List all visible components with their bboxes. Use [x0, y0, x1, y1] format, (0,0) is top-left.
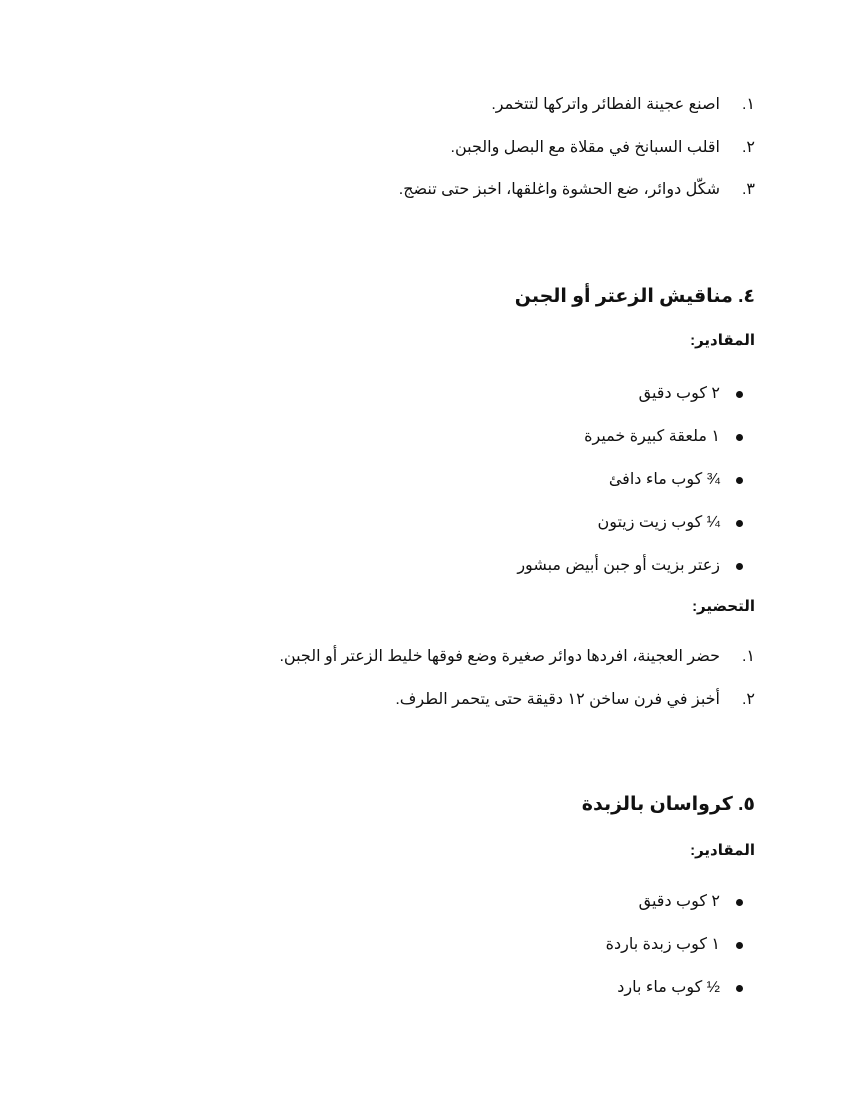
bullet-icon	[736, 434, 743, 441]
step-number: ٢.	[741, 139, 755, 156]
section3-step-3	[0, 176, 850, 204]
step-number: ١.	[741, 96, 755, 113]
step-text: حضر العجينة، افردها دوائر صغيرة وضع فوقها خليط الزعتر أو الجبن.	[279, 648, 720, 665]
section5-ingredient	[0, 974, 850, 1002]
section4-ingredients-label: المقادير:	[690, 332, 755, 349]
step-text: شكّل دوائر، ضع الحشوة واغلقها، اخبز حتى تنضج.	[398, 181, 720, 198]
section4-ingredient	[0, 509, 850, 537]
ingredient-text: زعتر بزيت أو جبن أبيض مبشور	[517, 557, 720, 574]
step-text: أخبز في فرن ساخن ١٢ دقيقة حتى يتحمر الطرف.	[395, 691, 720, 708]
section4-ingredient	[0, 466, 850, 494]
ingredient-text: ½ كوب ماء بارد	[617, 979, 720, 996]
bullet-icon	[736, 477, 743, 484]
section4-ingredient	[0, 552, 850, 580]
bullet-icon	[736, 899, 743, 906]
section5-ingredients-label: المقادير:	[690, 842, 755, 859]
bullet-icon	[736, 563, 743, 570]
step-number: ٢.	[741, 691, 755, 708]
ingredient-text: ٢ كوب دقيق	[638, 385, 720, 402]
ingredient-text: ٢ كوب دقيق	[638, 893, 720, 910]
ingredient-text: ¾ كوب ماء دافئ	[608, 471, 720, 488]
ingredient-text: ١ ملعقة كبيرة خميرة	[584, 428, 720, 445]
ingredient-text: ¼ كوب زيت زيتون	[597, 514, 720, 531]
section4-step-1	[0, 643, 850, 671]
step-text: اقلب السبانخ في مقلاة مع البصل والجبن.	[450, 139, 720, 156]
step-text: اصنع عجينة الفطائر واتركها لتتخمر.	[491, 96, 720, 113]
section4-title: ٤. مناقيش الزعتر أو الجبن	[514, 286, 755, 307]
ingredient-text: ١ كوب زبدة باردة	[605, 936, 720, 953]
section4-ingredient	[0, 380, 850, 408]
section5-ingredient	[0, 931, 850, 959]
step-number: ٣.	[741, 181, 755, 198]
section4-ingredient	[0, 423, 850, 451]
section3-step-2	[0, 134, 850, 162]
bullet-icon	[736, 985, 743, 992]
bullet-icon	[736, 520, 743, 527]
section4-step-2	[0, 686, 850, 714]
section3-step-1	[0, 91, 850, 119]
bullet-icon	[736, 391, 743, 398]
step-number: ١.	[741, 648, 755, 665]
section4-prep-label: التحضير:	[692, 598, 755, 615]
section5-title: ٥. كرواسان بالزبدة	[581, 794, 755, 815]
section5-ingredient	[0, 888, 850, 916]
bullet-icon	[736, 942, 743, 949]
